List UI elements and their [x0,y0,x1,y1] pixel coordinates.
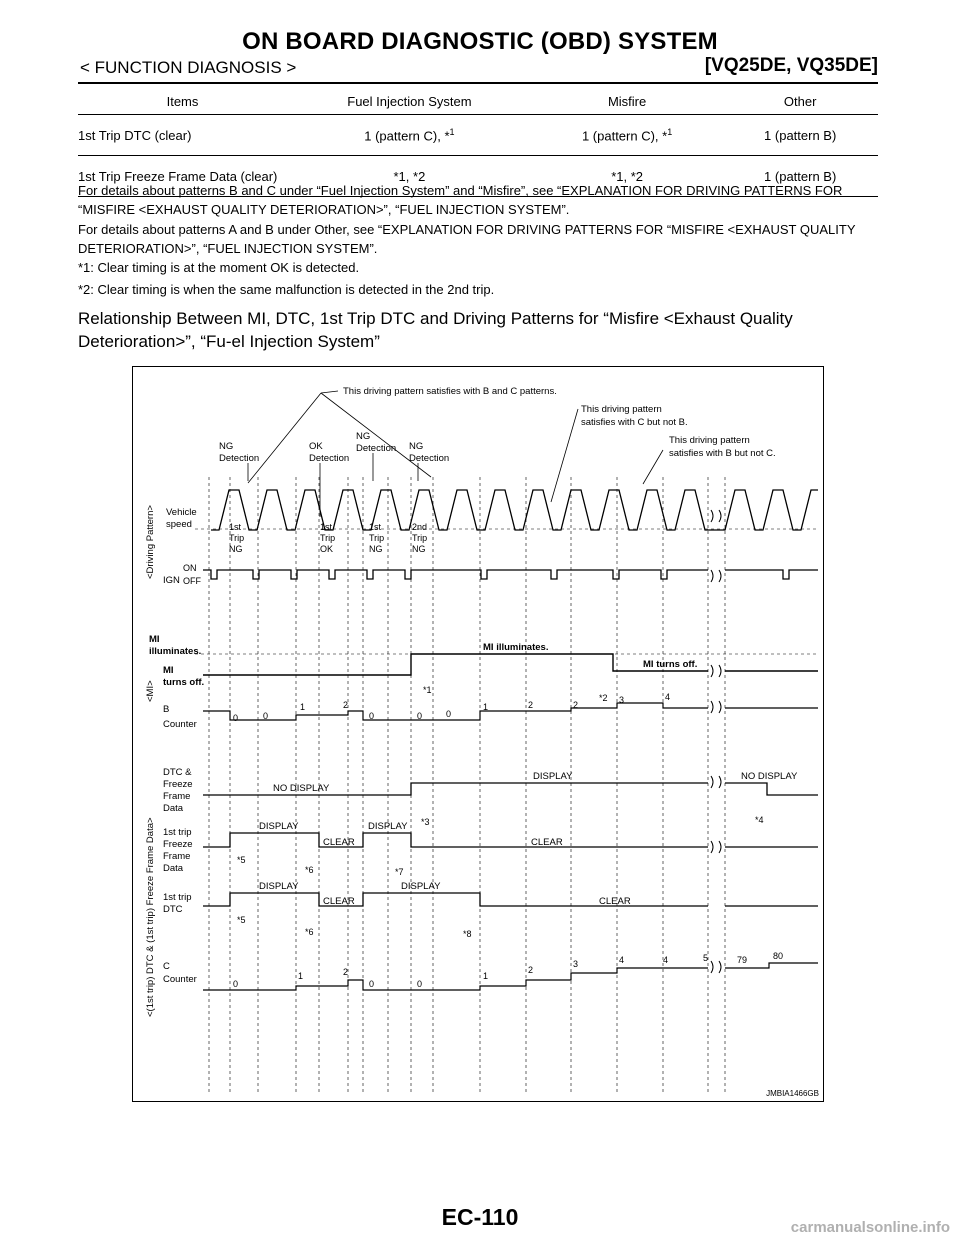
state-display: DISPLAY [533,771,573,782]
svg-text:Freeze: Freeze [163,839,193,850]
svg-text:Trip: Trip [320,533,336,543]
svg-text:1: 1 [300,702,306,712]
detection-ng-2: NG [356,431,371,442]
trip-label: 1st [369,522,382,532]
svg-text:Detection: Detection [309,453,350,464]
watermark: carmanualsonline.info [790,1219,950,1236]
svg-text:4: 4 [619,955,625,965]
svg-text:2: 2 [343,967,349,977]
cell-fuel: 1 (pattern C), *$^1$ [287,115,532,156]
section-heading: Relationship Between MI, DTC, 1st Trip DTC and Driving Patterns for “Misfire <Exhaust Quality Deterioration>”, “Fu-el Injection System” [78,309,793,351]
col-misfire: Misfire [532,88,723,115]
marker: *8 [463,929,472,939]
svg-text:2: 2 [528,700,534,710]
svg-text:CLEAR: CLEAR [531,837,563,848]
section-label: < FUNCTION DIAGNOSIS > [80,58,297,77]
svg-text:satisfies with B but not C.: satisfies with B but not C. [669,448,776,459]
svg-text:0: 0 [417,711,423,721]
first-dtc-trace [203,893,818,906]
driving-pattern-diagram [132,366,824,1102]
table-row [78,115,878,156]
svg-text:5: 5 [703,953,709,963]
svg-text:Data: Data [163,863,184,874]
callout-bc: This driving pattern satisfies with B and C patterns. [343,386,557,397]
cell-misfire: *1, *2 [532,156,723,197]
header-rule [78,82,878,84]
svg-text:Detection: Detection [219,453,260,464]
timing-chart [133,367,823,1101]
trip-label: 1st [229,522,242,532]
note-2: *2: Clear timing is when the same malfunction is detected in the 2nd trip. [78,282,495,297]
svg-text:1: 1 [483,702,489,712]
table-header-row [78,88,878,115]
row-label-first-ffd: 1st trip [163,827,192,838]
svg-text:0: 0 [263,711,269,721]
svg-text:3: 3 [573,959,579,969]
row-label-ign: IGN [163,575,180,586]
mi-trace [203,654,818,675]
marker: *6 [305,927,314,937]
group-label-dtc: <(1st trip) DTC & (1st trip) Freeze Frame Data> [145,817,156,1017]
svg-text:speed: speed [166,519,192,530]
row-label-b-counter: B [163,704,170,715]
callout-c-not-b: This driving pattern [581,404,662,415]
svg-text:Counter: Counter [163,974,197,985]
svg-text:0: 0 [417,979,423,989]
svg-text:Freeze: Freeze [163,779,193,790]
note-paragraph: For details about patterns A and B under Other, see “EXPLANATION FOR DRIVING PATTERNS FOR “MISFIRE <EXHAUST QUALITY DETERIORATION>”, “FUEL INJECTION SYSTEM”. [78,222,856,256]
marker: *5 [237,915,246,925]
cell-item: 1st Trip Freeze Frame Data (clear) [78,156,287,197]
marker: *5 [237,855,246,865]
svg-text:OFF: OFF [183,576,201,586]
marker: *4 [755,815,764,825]
note-1: *1: Clear timing is at the moment OK is detected. [78,260,360,275]
svg-text:CLEAR: CLEAR [323,837,355,848]
svg-text:3: 3 [619,695,625,705]
svg-text:CLEAR: CLEAR [599,896,631,907]
svg-text:DISPLAY: DISPLAY [259,881,299,892]
row-label-dtc-ffd: DTC & [163,767,192,778]
marker: *6 [305,865,314,875]
mi-state-off: MI turns off. [643,659,698,670]
page-number: EC-110 [441,1204,519,1230]
svg-text:ON: ON [183,563,197,573]
svg-text:1: 1 [483,971,489,981]
callout-b-not-c: This driving pattern [669,435,750,446]
note-paragraph: For details about patterns B and C under “Fuel Injection System” and “Misfire”, see “EXPLANATION FOR DRIVING PATTERNS FOR “MISFIRE <EXHAUST QUALITY DETERIORATION>”, “FUEL INJECTION SYSTEM”. [78,183,843,217]
svg-text:NG: NG [229,544,243,554]
figure-id: JMBIA1466GB [766,1089,819,1098]
svg-text:Trip: Trip [369,533,385,543]
svg-text:DISPLAY: DISPLAY [368,821,408,832]
svg-text:80: 80 [773,951,784,961]
vehicle-speed-trace [211,490,818,530]
col-items: Items [78,88,287,115]
svg-text:Trip: Trip [412,533,428,543]
svg-text:2: 2 [343,700,349,710]
svg-text:DISPLAY: DISPLAY [401,881,441,892]
svg-text:satisfies with C but not B.: satisfies with C but not B. [581,417,688,428]
svg-text:turns off.: turns off. [163,677,205,688]
trip-label: 2nd [412,522,428,532]
svg-text:OK: OK [320,544,334,554]
svg-text:Detection: Detection [409,453,450,464]
row-label-mi-ill: MI [149,634,160,645]
col-fuel: Fuel Injection System [287,88,532,115]
svg-text:Detection: Detection [356,443,397,454]
c-counter-trace [203,963,818,990]
svg-text:DTC: DTC [163,904,183,915]
row-label-c-counter: C [163,961,170,972]
svg-text:0: 0 [369,711,375,721]
col-other: Other [722,88,878,115]
svg-text:0: 0 [233,713,239,723]
row-label-first-dtc: 1st trip [163,892,192,903]
marker: *7 [395,867,404,877]
svg-text:DISPLAY: DISPLAY [259,821,299,832]
cell-item: 1st Trip DTC (clear) [78,115,287,156]
detection-ng-3: NG [409,441,424,452]
svg-text:Trip: Trip [229,533,245,543]
svg-text:NG: NG [369,544,383,554]
svg-text:Frame: Frame [163,791,191,802]
svg-text:0: 0 [233,979,239,989]
marker: *3 [421,817,430,827]
page-title: ON BOARD DIAGNOSTIC (OBD) SYSTEM [242,28,718,55]
group-label-driving: <Driving Pattern> [145,505,156,579]
svg-text:NG: NG [412,544,426,554]
state-no-display: NO DISPLAY [741,771,798,782]
row-label-vehicle-speed: Vehicle [166,507,197,518]
svg-text:79: 79 [737,955,748,965]
svg-text:0: 0 [446,709,452,719]
svg-text:Frame: Frame [163,851,191,862]
marker: *2 [599,693,608,703]
b-counter-trace [203,703,818,720]
detection-ng-1: NG [219,441,234,452]
ign-trace [203,570,818,579]
svg-text:2: 2 [528,965,534,975]
mi-state-illuminates: MI illuminates. [483,642,549,653]
svg-text:2: 2 [573,700,579,710]
cell-other: 1 (pattern B) [722,156,878,197]
svg-text:1: 1 [298,971,304,981]
cell-misfire: 1 (pattern C), *$^1$ [532,115,723,156]
cell-other: 1 (pattern B) [722,115,878,156]
time-break-marks [711,510,721,973]
svg-text:Data: Data [163,803,184,814]
svg-text:4: 4 [665,692,671,702]
svg-text:0: 0 [369,979,375,989]
svg-text:CLEAR: CLEAR [323,896,355,907]
svg-text:4: 4 [663,955,669,965]
group-label-mi: <MI> [145,680,156,702]
trip-label: 1st [320,522,333,532]
state-no-display: NO DISPLAY [273,783,330,794]
engine-label: [VQ25DE, VQ35DE] [704,55,878,76]
detection-ok: OK [309,441,323,452]
first-ffd-trace [203,833,818,847]
row-label-mi-off: MI [163,665,174,676]
svg-text:illuminates.: illuminates. [149,646,202,657]
marker: *1 [423,685,432,695]
cell-fuel: *1, *2 [287,156,532,197]
svg-text:Counter: Counter [163,719,197,730]
